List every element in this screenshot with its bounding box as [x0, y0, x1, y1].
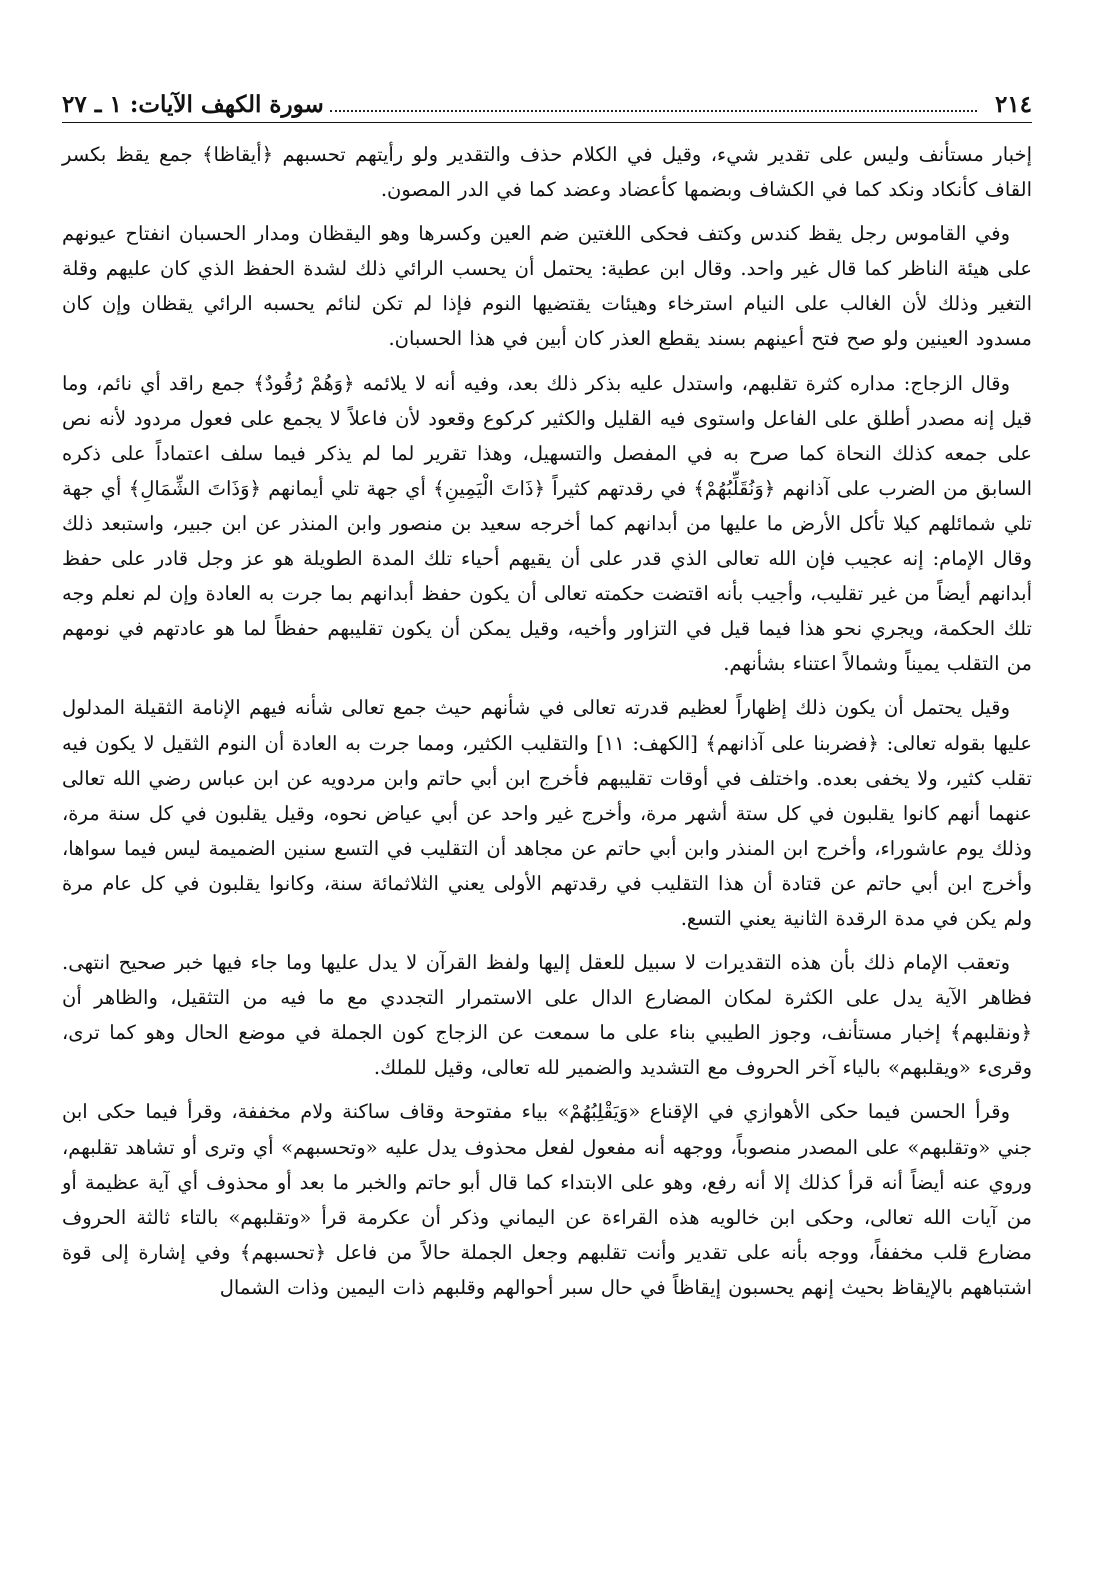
paragraph: إخبار مستأنف وليس على تقدير شيء، وقيل في الكلام حذف والتقدير ولو رأيتهم تحسبهم ﴿أيقاظا﴾ جمع يقظ بكسر القاف كأنكاد ونكد كما في الكشاف وبضمها كأعضاد وعضد كما في الدر المصون. [62, 143, 1032, 202]
running-title-wrapper [62, 88, 983, 122]
page-body [62, 137, 1032, 1305]
paragraph: وقرأ الحسن فيما حكى الأهوازي في الإقناع «وَيَقْلِبُهُمْ» بياء مفتوحة وقاف ساكنة ولام مخففة، وقرأ فيما حكى ابن جني «وتقلبهم» على المصدر منصوباً، ووجهه أنه مفعول لفعل محذوف يدل عليه «وتحسبهم» أي وترى أو تشاهد تقلبهم، وروي عنه أيضاً أنه قرأ كذلك إلا أنه رفع، وهو على الابتداء كما قال أبو حاتم والخبر ما بعد أو محذوف أي آية عظيمة أو من آيات الله تعالى، وحكى ابن خالويه هذه القراءة عن اليماني وذكر أن عكرمة قرأ «وتقلبهم» بالتاء ثالثة الحروف مضارع قلب مخففاً، ووجه بأنه على تقدير وأنت تقلبهم وجعل الجملة حالاً من فاعل ﴿تحسبهم﴾ وفي إشارة إلى قوة اشتباههم بالإيقاظ بحيث إنهم يحسبون إيقاظاً في حال سبر أحوالهم وقلبهم ذات اليمين وذات الشمال [62, 1100, 1032, 1299]
paragraph: وتعقب الإمام ذلك بأن هذه التقديرات لا سبيل للعقل إليها ولفظ القرآن لا يدل عليها وما جاء فيها خبر صحيح انتهى. فظاهر الآية يدل على الكثرة لمكان المضارع الدال على الاستمرار التجددي مع ما فيه من التثقيل، والظاهر أن ﴿ونقلبهم﴾ إخبار مستأنف، وجوز الطيبي بناء على ما سمعت عن الزجاج كون الجملة في موضع الحال وهو كما ترى، وقرىء «ويقلبهم» بالياء آخر الحروف مع التشديد والضمير لله تعالى، وقيل للملك. [62, 951, 1032, 1080]
running-title: سورة الكهف الآيات: ١ ـ ٢٧ [62, 91, 324, 118]
page-header [62, 88, 1032, 123]
book-page [62, 88, 1032, 1314]
paragraph: وفي القاموس رجل يقظ كندس وكتف فحكى اللغتين ضم العين وكسرها وهو اليقظان ومدار الحسبان انفتاح عيونهم على هيئة الناظر كما قال غير واحد. وقال ابن عطية: يحتمل أن يحسب الرائي ذلك لشدة الحفظ الذي كان عليهم وقلة التغير وذلك لأن الغالب على النيام استرخاء وهيئات يقتضيها النوم فإذا لم تكن لنائم يحسبه الرائي يقظان وإن كان مسدود العينين ولو صح فتح أعينهم بسند يقطع العذر كان أبين في هذا الحسبان. [62, 222, 1032, 351]
header-dotted-leader [330, 109, 977, 112]
paragraph: وقال الزجاج: مداره كثرة تقلبهم، واستدل عليه بذكر ذلك بعد، وفيه أنه لا يلائمه ﴿وَهُمْ رُقُودٌ﴾ جمع راقد أي نائم، وما قيل إنه مصدر أطلق على الفاعل واستوى فيه القليل والكثير كركوع وقعود لأن فاعلاً لا يجمع على فعول مردود لأنه نص على جمعه كذلك النحاة كما صرح به في المفصل والتسهيل، وهذا تقرير لما لم يذكر فيما سلف اعتماداً على ذكره السابق من الضرب على آذانهم ﴿وَنُقَلِّبُهُمْ﴾ في رقدتهم كثيراً ﴿ذَاتَ الْيَمِينِ﴾ أي جهة تلي أيمانهم ﴿وَذَاتَ الشِّمَالِ﴾ أي جهة تلي شمائلهم كيلا تأكل الأرض ما عليها من أبدانهم كما أخرجه سعيد بن منصور وابن المنذر عن ابن جبير، واستبعد ذلك وقال الإمام: إنه عجيب فإن الله تعالى الذي قدر على أن يقيهم أحياء تلك المدة الطويلة هو عز وجل قادر على حفظ أبدانهم أيضاً من غير تقليب، وأجيب بأنه اقتضت حكمته تعالى أن يكون حفظ أبدانهم بما جرت به العادة وإن لم نعلم وجه تلك الحكمة، ويجري نحو هذا فيما قيل في التزاور وأخيه، وقيل يمكن أن يكون تقليبهم حفظاً لما هو عادتهم في نومهم من التقلب يميناً وشمالاً اعتناء بشأنهم. [62, 371, 1032, 676]
paragraph: وقيل يحتمل أن يكون ذلك إظهاراً لعظيم قدرته تعالى في شأنهم حيث جمع تعالى شأنه فيهم الإنامة الثقيلة المدلول عليها بقوله تعالى: ﴿فضربنا على آذانهم﴾ [الكهف: ١١] والتقليب الكثير، ومما جرت به العادة أن النوم الثقيل لا يكون فيه تقلب كثير، ولا يخفى بعده. واختلف في أوقات تقليبهم فأخرج ابن أبي حاتم وابن مردويه عن ابن عباس رضي الله تعالى عنهما أنهم كانوا يقلبون في كل ستة أشهر مرة، وأخرج غير واحد عن أبي عياض نحوه، وقيل يقلبون في كل سنة مرة، وذلك يوم عاشوراء، وأخرج ابن المنذر وابن أبي حاتم عن مجاهد أن التقليب في التسع سنين الضميمة ليس فيما سواها، وأخرج ابن أبي حاتم عن قتادة أن هذا التقليب في رقدتهم الأولى يعني الثلاثمائة سنة، وكانوا يقلبون في كل عام مرة ولم يكن في مدة الرقدة الثانية يعني التسع. [62, 696, 1032, 930]
page-number: ٢١٤ [994, 91, 1032, 118]
